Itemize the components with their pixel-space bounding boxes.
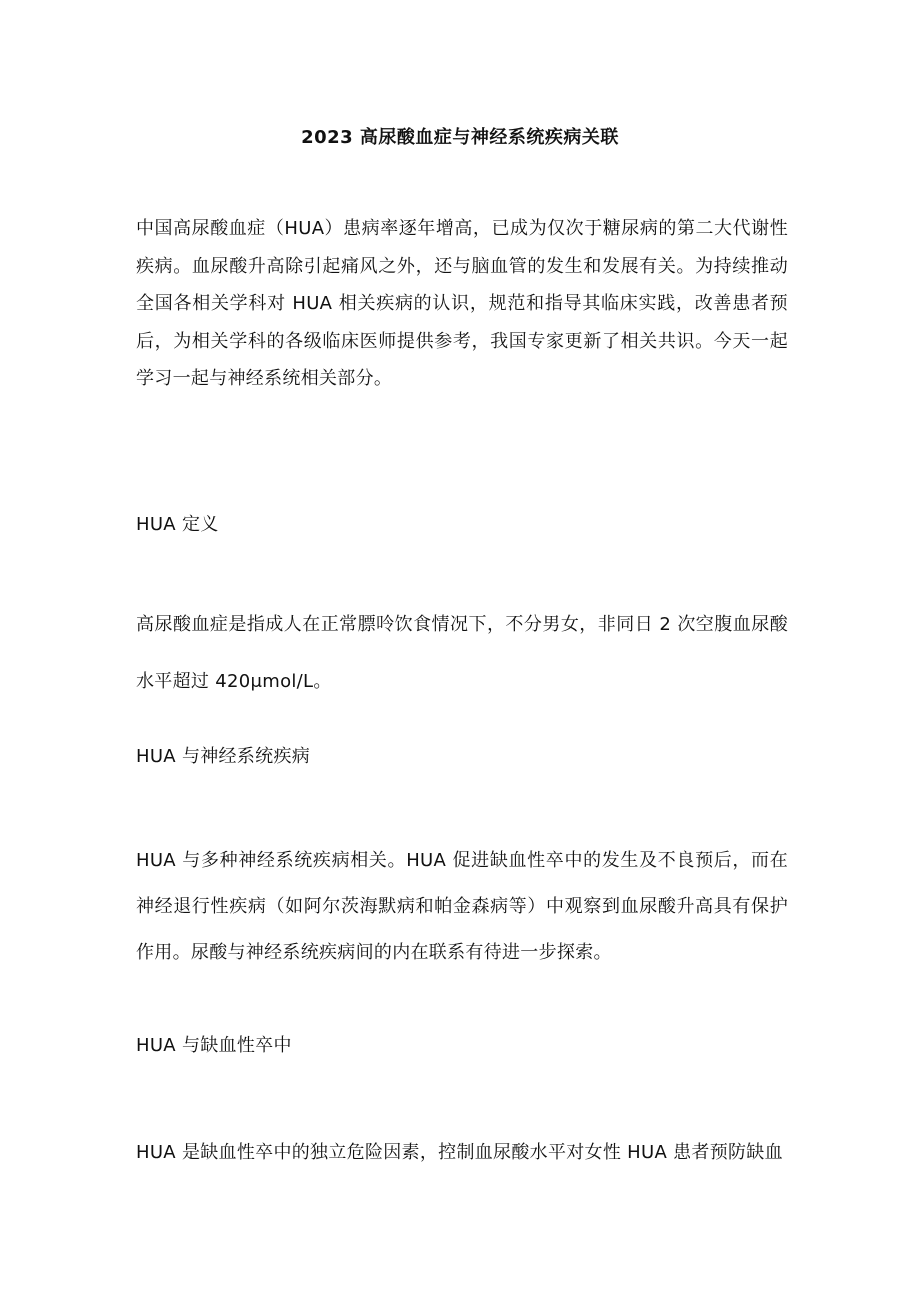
definition-paragraph: 高尿酸血症是指成人在正常膘呤饮食情况下，不分男女，非同日 2 次空腹血尿酸水平超过 420μmol/L。 [136,614,788,692]
stroke-paragraph: HUA 是缺血性卒中的独立危险因素，控制血尿酸水平对女性 HUA 患者预防缺血 [136,1142,783,1163]
section-heading-stroke: HUA 与缺血性卒中 [136,1035,292,1056]
neuro-paragraph: HUA 与多种神经系统疾病相关。HUA 促进缺血性卒中的发生及不良预后，而在神经退行性疾病（如阿尔茨海默病和帕金森病等）中观察到血尿酸升高具有保护作用。尿酸与神经系统疾病间的内在联系有待进一步探索。 [136,850,788,963]
section-heading-neuro: HUA 与神经系统疾病 [136,746,311,767]
intro-paragraph: 中国高尿酸血症（HUA）患病率逐年增高，已成为仅次于糖尿病的第二大代谢性疾病。血尿酸升高除引起痛风之外，还与脑血管的发生和发展有关。为持续推动全国各相关学科对 HUA 相关疾病的认识，规范和指导其临床实践，改善患者预后，为相关学科的各级临床医师提供参考，我国专家更新了相关共识。今天一起学习一起与神经系统相关部分。 [136,218,788,389]
section-heading-definition: HUA 定义 [136,514,219,535]
document-title: 2023 高尿酸血症与神经系统疾病关联 [301,127,619,148]
